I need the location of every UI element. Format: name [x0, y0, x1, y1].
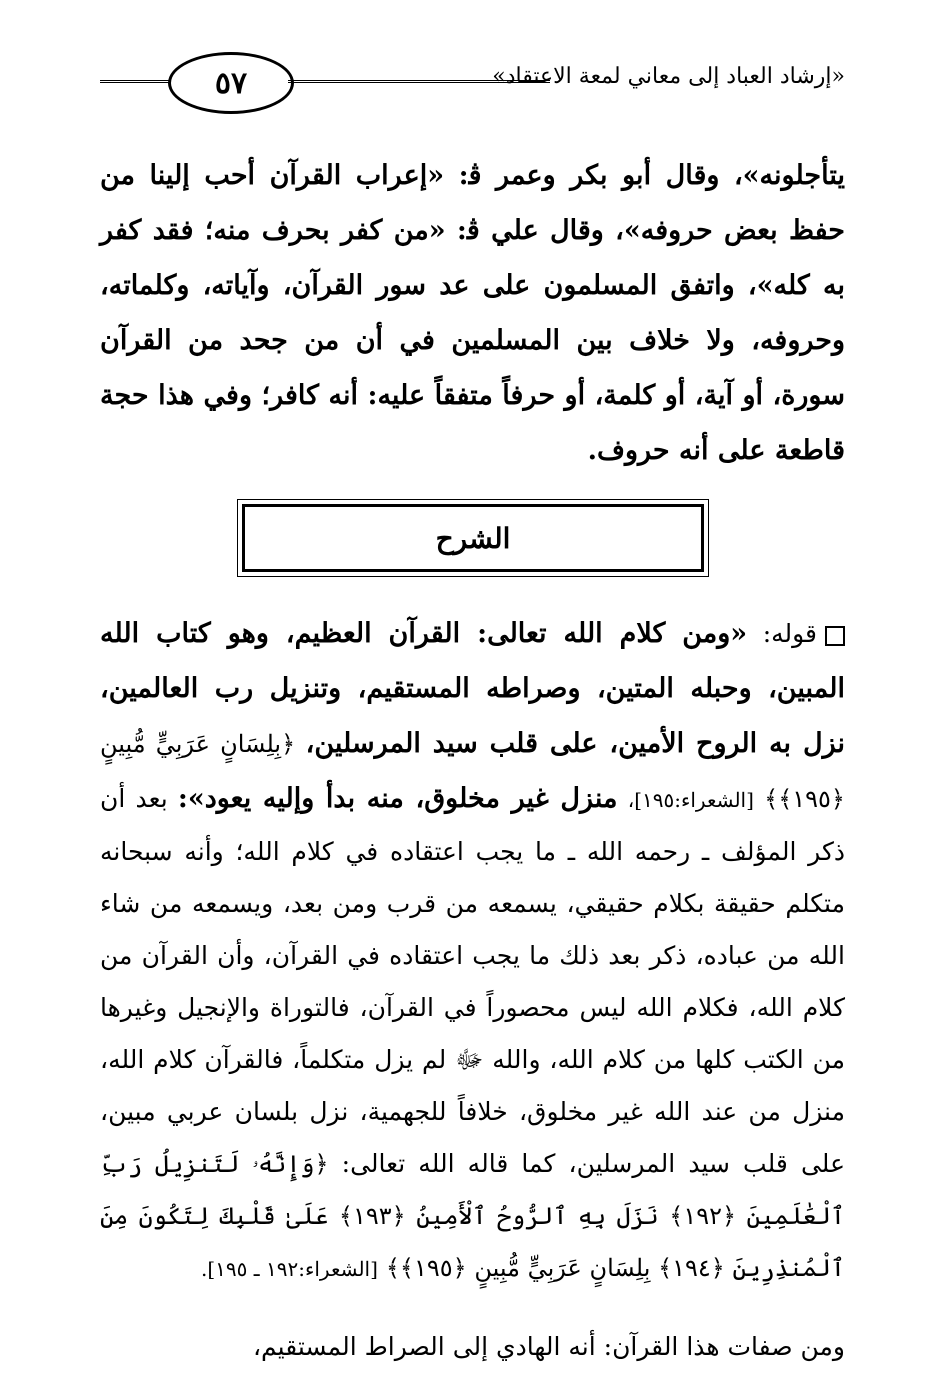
intro-label: قوله: [762, 619, 817, 648]
square-bullet-icon [825, 626, 845, 646]
section-heading-wrap [100, 478, 845, 606]
section-title: الشرح [242, 504, 704, 572]
header-rule-left [100, 80, 170, 83]
commentary-body: بعد أن ذكر المؤلف ـ رحمه الله ـ ما يجب اعتقاده في كلام الله؛ وأنه سبحانه متكلم حقيقة بكلام حقيقي، يسمعه من قرب ومن بعد، ويسمعه من شاء الله من عباده، ذكر بعد ذلك ما يجب اعتقاده في القرآن، وأن القرآن من كلام الله، فكلام الله ليس محصوراً في القرآن، فالتوراة والإنجيل وغيرها من الكتب كلها من كلام الله، والله ﷻ لم يزل متكلماً، فالقرآن كلام الله، منزل من عند الله غير مخلوق، خلافاً للجهمية، نزل بلسان عربي مبين، على قلب سيد المرسلين، كما قاله الله تعالى: [100, 784, 845, 1178]
verse-reference: [الشعراء:١٩٢ ـ ١٩٥]. [201, 1257, 378, 1281]
page-content [100, 148, 845, 1373]
quote-verse: ﴿بِلِسَانٍ عَرَبِيٍّ مُّبِينٍ ﴿١٩٥﴾﴾ [100, 730, 845, 813]
quote-part-2: منزل غير مخلوق، منه بدأ وإليه يعود»: [177, 783, 618, 814]
running-title: «إرشاد العباد إلى معاني لمعة الاعتقاد» [492, 64, 845, 89]
commentary-paragraph [100, 606, 845, 1295]
paragraph-gap [100, 1295, 845, 1321]
verse-block: ﴿وَإِنَّهُۥ لَتَنزِيلُ رَبِّ ٱلْعَٰلَمِينَ ﴿١٩٢﴾ نَزَلَ بِهِ ٱلرُّوحُ ٱلْأَمِينُ ﴿١٩٣﴾ عَلَىٰ قَلْبِكَ لِتَكُونَ مِنَ ٱلْمُنذِرِينَ ﴿١٩٤﴾ بِلِسَانٍ عَرَبِيٍّ مُّبِينٍ ﴿١٩٥﴾﴾ [100, 1150, 845, 1282]
main-text: يتأجلونه»، وقال أبو بكر وعمر ﭬ: «إعراب القرآن أحب إلينا من حفظ بعض حروفه»، وقال علي ﭬ: «من كفر بحرف منه؛ فقد كفر به كله»، واتفق المسلمون على عد سور القرآن، وآياته، وكلماته، وحروفه، ولا خلاف بين المسلمين في أن من جحد من القرآن سورة، أو آية، أو كلمة، أو حرفاً متفقاً عليه: أنه كافر؛ وفي هذا حجة قاطعة على أنه حروف. [100, 160, 845, 466]
quote-reference: [الشعراء:١٩٥]، [627, 788, 754, 812]
last-line: ومن صفات هذا القرآن: أنه الهادي إلى الصراط المستقيم، [252, 1332, 845, 1361]
page-number: ٥٧ [168, 52, 294, 114]
quote-part-1: «ومن كلام الله تعالى: القرآن العظيم، وهو كتاب الله المبين، وحبله المتين، وصراطه المستقيم، وتنزيل رب العالمين، نزل به الروح الأمين، على قلب سيد المرسلين، [100, 618, 845, 759]
